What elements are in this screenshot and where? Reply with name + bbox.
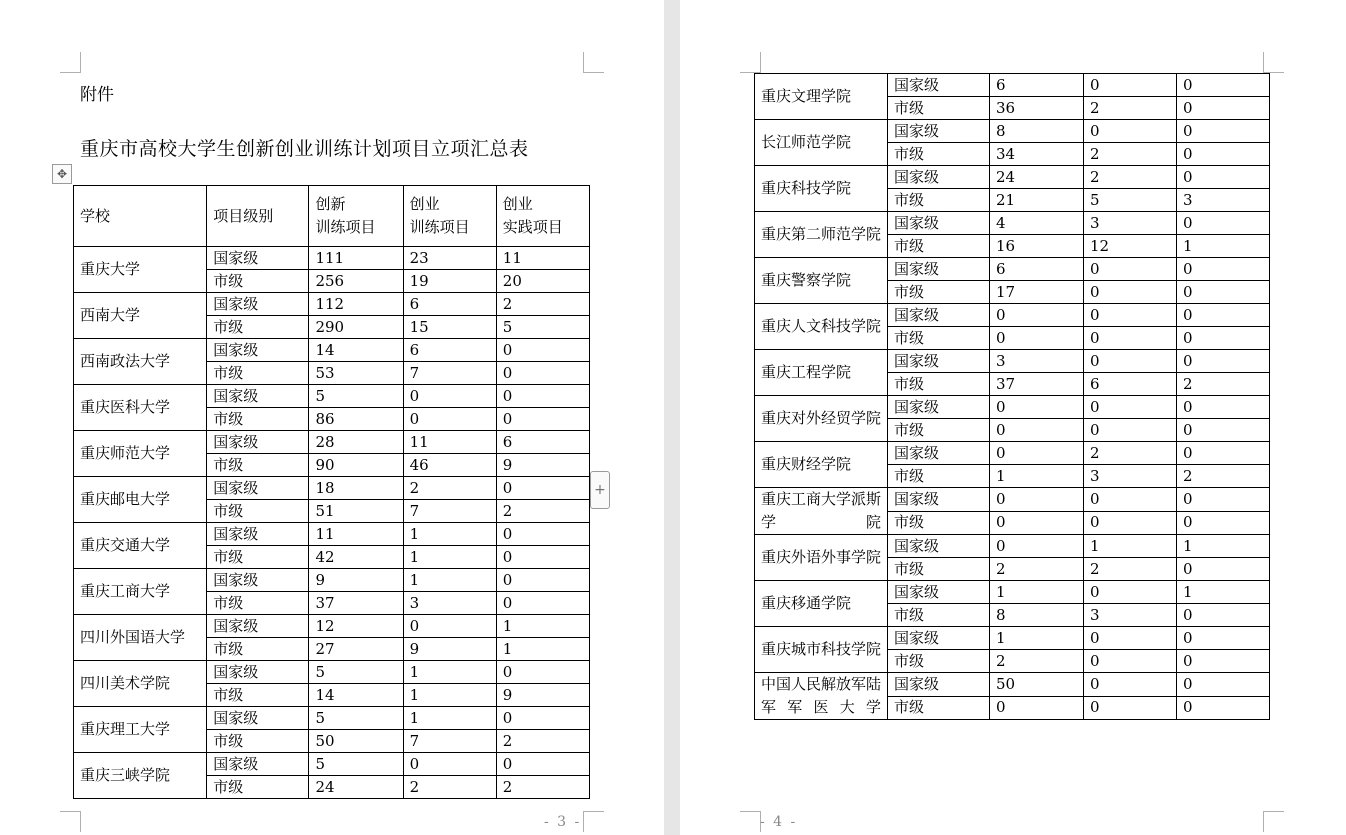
count-cell: 0 — [1177, 258, 1270, 281]
table-row — [74, 247, 590, 270]
table-row — [74, 569, 590, 592]
school-name-cell: 重庆文理学院 — [755, 74, 888, 120]
count-cell: 6 — [990, 74, 1084, 97]
count-cell: 1 — [403, 523, 496, 546]
count-cell: 0 — [496, 592, 589, 615]
summary-table-page-3 — [73, 185, 590, 799]
level-cell: 市级 — [207, 592, 309, 615]
table-row — [755, 581, 1270, 604]
count-cell: 11 — [309, 523, 403, 546]
count-cell: 0 — [496, 408, 589, 431]
count-cell: 2 — [496, 730, 589, 753]
school-name-cell: 重庆第二师范学院 — [755, 212, 888, 258]
count-cell: 0 — [496, 707, 589, 730]
add-column-handle[interactable] — [590, 471, 610, 509]
school-name-cell: 西南大学 — [74, 293, 207, 339]
count-cell: 14 — [309, 684, 403, 707]
margin-corner-mark — [740, 52, 761, 73]
count-cell: 8 — [990, 120, 1084, 143]
count-cell: 6 — [496, 431, 589, 454]
level-cell: 市级 — [888, 97, 990, 120]
count-cell: 0 — [1084, 396, 1177, 419]
count-cell: 0 — [1177, 281, 1270, 304]
count-cell: 50 — [990, 673, 1084, 697]
table-row — [74, 431, 590, 454]
count-cell: 50 — [309, 730, 403, 753]
count-cell: 90 — [309, 454, 403, 477]
count-cell: 0 — [1177, 143, 1270, 166]
level-cell: 市级 — [207, 684, 309, 707]
level-cell: 国家级 — [207, 523, 309, 546]
count-cell: 9 — [403, 638, 496, 661]
school-name-cell: 重庆理工大学 — [74, 707, 207, 753]
plus-icon: + — [594, 482, 606, 498]
count-cell: 1 — [403, 546, 496, 569]
count-cell: 0 — [496, 339, 589, 362]
count-cell: 0 — [1084, 627, 1177, 650]
margin-corner-mark — [740, 811, 761, 832]
count-cell: 0 — [1177, 673, 1270, 697]
count-cell: 2 — [1084, 97, 1177, 120]
level-cell: 国家级 — [888, 74, 990, 97]
header-level: 项目级别 — [207, 186, 309, 247]
count-cell: 46 — [403, 454, 496, 477]
school-name-cell: 重庆工商大学派斯学院 — [755, 488, 888, 535]
level-cell: 国家级 — [888, 535, 990, 558]
level-cell: 市级 — [888, 327, 990, 350]
level-cell: 国家级 — [888, 396, 990, 419]
school-name-cell: 重庆财经学院 — [755, 442, 888, 488]
count-cell: 0 — [1084, 258, 1177, 281]
level-cell: 市级 — [207, 500, 309, 523]
level-cell: 国家级 — [888, 488, 990, 512]
count-cell: 2 — [403, 477, 496, 500]
count-cell: 2 — [1084, 166, 1177, 189]
count-cell: 7 — [403, 730, 496, 753]
count-cell: 2 — [990, 650, 1084, 673]
level-cell: 国家级 — [207, 385, 309, 408]
count-cell: 0 — [403, 615, 496, 638]
count-cell: 3 — [1084, 604, 1177, 627]
count-cell: 12 — [309, 615, 403, 638]
count-cell: 16 — [990, 235, 1084, 258]
document-title: 重庆市高校大学生创新创业训练计划项目立项汇总表 — [80, 138, 529, 160]
count-cell: 11 — [496, 247, 589, 270]
count-cell: 5 — [309, 707, 403, 730]
level-cell: 国家级 — [888, 258, 990, 281]
school-name-cell: 重庆警察学院 — [755, 258, 888, 304]
count-cell: 0 — [1084, 419, 1177, 442]
level-cell: 市级 — [888, 696, 990, 720]
count-cell: 6 — [990, 258, 1084, 281]
level-cell: 国家级 — [888, 350, 990, 373]
count-cell: 8 — [990, 604, 1084, 627]
table-row — [755, 212, 1270, 235]
count-cell: 0 — [1177, 511, 1270, 535]
school-name-cell: 四川美术学院 — [74, 661, 207, 707]
count-cell: 1 — [1177, 581, 1270, 604]
count-cell: 6 — [1084, 373, 1177, 396]
count-cell: 2 — [1084, 143, 1177, 166]
count-cell: 5 — [309, 661, 403, 684]
count-cell: 0 — [990, 419, 1084, 442]
count-cell: 0 — [990, 535, 1084, 558]
count-cell: 2 — [1177, 465, 1270, 488]
level-cell: 市级 — [207, 454, 309, 477]
level-cell: 市级 — [207, 546, 309, 569]
school-name-cell: 重庆城市科技学院 — [755, 627, 888, 673]
count-cell: 2 — [496, 293, 589, 316]
table-row — [755, 166, 1270, 189]
table-row — [755, 350, 1270, 373]
level-cell: 市级 — [207, 776, 309, 799]
count-cell: 1 — [990, 465, 1084, 488]
count-cell: 0 — [1177, 488, 1270, 512]
count-cell: 0 — [1177, 166, 1270, 189]
count-cell: 5 — [1084, 189, 1177, 212]
count-cell: 17 — [990, 281, 1084, 304]
page-number: - 4 - — [760, 814, 798, 830]
count-cell: 9 — [496, 454, 589, 477]
count-cell: 1 — [496, 638, 589, 661]
count-cell: 2 — [1084, 558, 1177, 581]
count-cell: 0 — [1084, 327, 1177, 350]
count-cell: 6 — [403, 339, 496, 362]
count-cell: 0 — [1084, 350, 1177, 373]
count-cell: 0 — [496, 523, 589, 546]
table-row — [755, 396, 1270, 419]
count-cell: 7 — [403, 500, 496, 523]
school-name-cell: 中国人民解放军陆军军医大学 — [755, 673, 888, 720]
header-practice: 创业 实践项目 — [496, 186, 589, 247]
level-cell: 国家级 — [207, 477, 309, 500]
count-cell: 0 — [990, 511, 1084, 535]
table-row — [74, 615, 590, 638]
school-name-cell: 重庆师范大学 — [74, 431, 207, 477]
level-cell: 国家级 — [888, 442, 990, 465]
count-cell: 1 — [403, 569, 496, 592]
school-name-cell: 重庆邮电大学 — [74, 477, 207, 523]
count-cell: 3 — [1084, 465, 1177, 488]
level-cell: 国家级 — [207, 431, 309, 454]
level-cell: 市级 — [888, 465, 990, 488]
count-cell: 0 — [1177, 350, 1270, 373]
school-name-cell: 长江师范学院 — [755, 120, 888, 166]
table-row — [74, 385, 590, 408]
school-name-cell: 重庆交通大学 — [74, 523, 207, 569]
count-cell: 0 — [496, 661, 589, 684]
table-row — [755, 488, 1270, 512]
count-cell: 0 — [990, 304, 1084, 327]
count-cell: 2 — [1177, 373, 1270, 396]
level-cell: 市级 — [207, 730, 309, 753]
attachment-label: 附件 — [80, 85, 114, 105]
count-cell: 0 — [403, 385, 496, 408]
level-cell: 国家级 — [888, 212, 990, 235]
margin-corner-mark — [60, 52, 81, 73]
margin-corner-mark — [1263, 811, 1284, 832]
level-cell: 市级 — [888, 558, 990, 581]
count-cell: 0 — [496, 477, 589, 500]
level-cell: 国家级 — [207, 615, 309, 638]
document-page-3 — [0, 0, 664, 835]
count-cell: 42 — [309, 546, 403, 569]
count-cell: 0 — [1084, 304, 1177, 327]
count-cell: 3 — [990, 350, 1084, 373]
table-row — [755, 627, 1270, 650]
level-cell: 市级 — [888, 604, 990, 627]
count-cell: 0 — [1084, 120, 1177, 143]
table-row — [755, 120, 1270, 143]
level-cell: 市级 — [888, 511, 990, 535]
level-cell: 国家级 — [207, 753, 309, 776]
count-cell: 20 — [496, 270, 589, 293]
count-cell: 0 — [1177, 627, 1270, 650]
count-cell: 0 — [990, 488, 1084, 512]
level-cell: 市级 — [207, 316, 309, 339]
count-cell: 0 — [990, 396, 1084, 419]
count-cell: 2 — [496, 776, 589, 799]
count-cell: 0 — [1177, 212, 1270, 235]
count-cell: 5 — [309, 753, 403, 776]
count-cell: 0 — [1177, 696, 1270, 720]
count-cell: 290 — [309, 316, 403, 339]
count-cell: 0 — [1177, 396, 1270, 419]
table-move-handle[interactable] — [52, 164, 72, 184]
count-cell: 9 — [496, 684, 589, 707]
count-cell: 12 — [1084, 235, 1177, 258]
level-cell: 市级 — [207, 362, 309, 385]
count-cell: 0 — [496, 385, 589, 408]
count-cell: 9 — [309, 569, 403, 592]
count-cell: 0 — [990, 327, 1084, 350]
margin-corner-mark — [583, 811, 604, 832]
table-row — [755, 304, 1270, 327]
level-cell: 国家级 — [888, 304, 990, 327]
level-cell: 国家级 — [207, 247, 309, 270]
count-cell: 0 — [496, 362, 589, 385]
count-cell: 0 — [496, 753, 589, 776]
level-cell: 国家级 — [888, 627, 990, 650]
count-cell: 28 — [309, 431, 403, 454]
table-row — [755, 535, 1270, 558]
count-cell: 24 — [309, 776, 403, 799]
school-name-cell: 重庆人文科技学院 — [755, 304, 888, 350]
count-cell: 3 — [1084, 212, 1177, 235]
level-cell: 市级 — [888, 281, 990, 304]
level-cell: 市级 — [888, 650, 990, 673]
count-cell: 0 — [1084, 581, 1177, 604]
count-cell: 36 — [990, 97, 1084, 120]
count-cell: 112 — [309, 293, 403, 316]
count-cell: 37 — [990, 373, 1084, 396]
count-cell: 1 — [990, 581, 1084, 604]
level-cell: 市级 — [888, 143, 990, 166]
table-row — [74, 339, 590, 362]
table-row — [755, 442, 1270, 465]
count-cell: 0 — [1177, 120, 1270, 143]
count-cell: 1 — [990, 627, 1084, 650]
level-cell: 国家级 — [207, 339, 309, 362]
header-startup: 创业 训练项目 — [403, 186, 496, 247]
school-name-cell: 重庆医科大学 — [74, 385, 207, 431]
table-row — [755, 673, 1270, 697]
count-cell: 0 — [1084, 650, 1177, 673]
count-cell: 2 — [496, 500, 589, 523]
count-cell: 3 — [403, 592, 496, 615]
school-name-cell: 四川外国语大学 — [74, 615, 207, 661]
count-cell: 51 — [309, 500, 403, 523]
level-cell: 国家级 — [207, 661, 309, 684]
count-cell: 0 — [1177, 327, 1270, 350]
count-cell: 0 — [1084, 673, 1177, 697]
level-cell: 国家级 — [888, 581, 990, 604]
level-cell: 国家级 — [207, 293, 309, 316]
count-cell: 19 — [403, 270, 496, 293]
count-cell: 37 — [309, 592, 403, 615]
count-cell: 0 — [403, 753, 496, 776]
level-cell: 国家级 — [888, 166, 990, 189]
count-cell: 0 — [990, 696, 1084, 720]
count-cell: 0 — [1177, 650, 1270, 673]
count-cell: 6 — [403, 293, 496, 316]
count-cell: 1 — [403, 684, 496, 707]
count-cell: 1 — [403, 707, 496, 730]
header-innovation: 创新 训练项目 — [309, 186, 403, 247]
table-header-row — [74, 186, 590, 247]
level-cell: 市级 — [888, 419, 990, 442]
school-name-cell: 重庆三峡学院 — [74, 753, 207, 799]
level-cell: 市级 — [888, 189, 990, 212]
level-cell: 市级 — [207, 638, 309, 661]
level-cell: 市级 — [888, 235, 990, 258]
count-cell: 27 — [309, 638, 403, 661]
count-cell: 0 — [1177, 97, 1270, 120]
level-cell: 市级 — [207, 408, 309, 431]
count-cell: 0 — [403, 408, 496, 431]
count-cell: 0 — [1084, 281, 1177, 304]
count-cell: 256 — [309, 270, 403, 293]
count-cell: 18 — [309, 477, 403, 500]
move-icon: ✥ — [56, 167, 68, 181]
count-cell: 0 — [1084, 696, 1177, 720]
count-cell: 1 — [403, 661, 496, 684]
count-cell: 1 — [1177, 535, 1270, 558]
table-row — [74, 707, 590, 730]
level-cell: 市级 — [207, 270, 309, 293]
count-cell: 0 — [1177, 604, 1270, 627]
school-name-cell: 重庆工商大学 — [74, 569, 207, 615]
count-cell: 24 — [990, 166, 1084, 189]
count-cell: 1 — [496, 615, 589, 638]
count-cell: 2 — [403, 776, 496, 799]
school-name-cell: 重庆科技学院 — [755, 166, 888, 212]
count-cell: 0 — [1177, 304, 1270, 327]
count-cell: 2 — [990, 558, 1084, 581]
count-cell: 0 — [1177, 419, 1270, 442]
count-cell: 0 — [1084, 74, 1177, 97]
level-cell: 国家级 — [888, 120, 990, 143]
school-name-cell: 重庆外语外事学院 — [755, 535, 888, 581]
level-cell: 国家级 — [888, 673, 990, 697]
count-cell: 3 — [1177, 189, 1270, 212]
level-cell: 国家级 — [207, 569, 309, 592]
page-number: - 3 - — [544, 814, 582, 830]
count-cell: 0 — [1177, 558, 1270, 581]
count-cell: 34 — [990, 143, 1084, 166]
count-cell: 0 — [1177, 74, 1270, 97]
count-cell: 11 — [403, 431, 496, 454]
table-row — [74, 661, 590, 684]
count-cell: 0 — [1177, 442, 1270, 465]
count-cell: 0 — [1084, 511, 1177, 535]
table-row — [74, 523, 590, 546]
school-name-cell: 重庆对外经贸学院 — [755, 396, 888, 442]
count-cell: 0 — [496, 569, 589, 592]
count-cell: 86 — [309, 408, 403, 431]
table-row — [755, 74, 1270, 97]
count-cell: 4 — [990, 212, 1084, 235]
header-school: 学校 — [74, 186, 207, 247]
table-row — [755, 258, 1270, 281]
count-cell: 21 — [990, 189, 1084, 212]
count-cell: 0 — [1084, 488, 1177, 512]
count-cell: 23 — [403, 247, 496, 270]
margin-corner-mark — [583, 52, 604, 73]
count-cell: 0 — [496, 546, 589, 569]
count-cell: 0 — [990, 442, 1084, 465]
table-row — [74, 753, 590, 776]
summary-table-page-4 — [754, 73, 1270, 720]
school-name-cell: 重庆工程学院 — [755, 350, 888, 396]
count-cell: 15 — [403, 316, 496, 339]
level-cell: 市级 — [888, 373, 990, 396]
school-name-cell: 西南政法大学 — [74, 339, 207, 385]
table-row — [74, 477, 590, 500]
school-name-cell: 重庆大学 — [74, 247, 207, 293]
count-cell: 2 — [1084, 442, 1177, 465]
count-cell: 111 — [309, 247, 403, 270]
count-cell: 5 — [309, 385, 403, 408]
count-cell: 14 — [309, 339, 403, 362]
count-cell: 1 — [1084, 535, 1177, 558]
margin-corner-mark — [1263, 52, 1284, 73]
school-name-cell: 重庆移通学院 — [755, 581, 888, 627]
count-cell: 53 — [309, 362, 403, 385]
margin-corner-mark — [60, 811, 81, 832]
count-cell: 5 — [496, 316, 589, 339]
level-cell: 国家级 — [207, 707, 309, 730]
count-cell: 1 — [1177, 235, 1270, 258]
count-cell: 7 — [403, 362, 496, 385]
table-row — [74, 293, 590, 316]
